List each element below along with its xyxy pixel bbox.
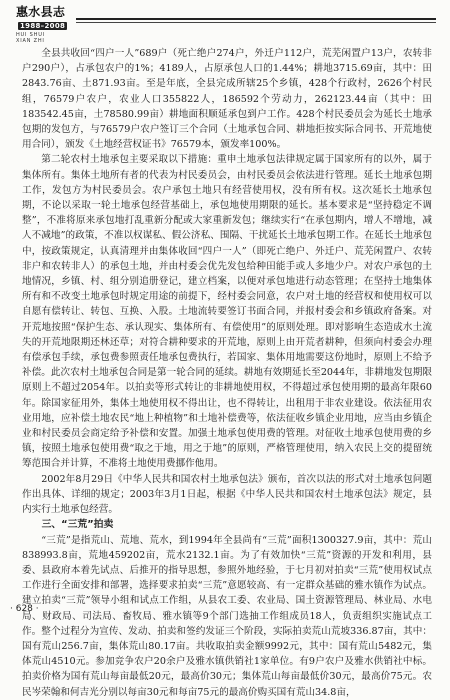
logo-title (16, 6, 74, 32)
paragraph-wasteland-auction: “三荒”是指荒山、荒地、荒水，到1994年全县尚有“三荒”面积1300327.9亩，其中：荒山838993.8亩，荒地459202亩，荒水2132.1亩。为了有效加快“三荒”资源的开发和利用，县委、县政府本着先试点、后推开的指导思想，参照外地经验，于七月初对拍卖“三荒”使用权试点工作进行全面安排和部署，选择要求拍卖“三荒”意愿较高、有一定群众基础的雅水镇作为试点。建立拍卖“三荒”领导小组和试点工作组，从县农工委、农业局、国土资源管理局、林业局、水电局、财政局、司法局、畜牧局、雅水镇等9个部门选抽工作组成员18人，负责组织实施试点工作。整个过程分为宣传、发动、拍卖和签约发证三个阶段，实际拍卖荒山荒坡336.87亩，其中：国有荒山256.7亩，集体荒山80.17亩。共收取拍卖金额9992元，其中：国有荒山5482元，集体荒山4510元。参加竞争农户20余户及雅水镇供销社1家单位。有9户农户及雅水供销社中标。拍卖价格为国有荒山每亩最低20元，最高价30元；集体荒山每亩最低价30元，最高价75元。农民岑荣翰和何吉光分别以每亩30元和每亩75元的最高价购买国有荒山34.8亩， (22, 534, 432, 698)
header-rule-thick (76, 18, 436, 20)
logo-stamp: 1988–2008 (20, 21, 66, 30)
logo-title-text: 惠水县志 (16, 5, 66, 19)
paragraph-second-round-measures: 第二轮农村土地承包主要采取以下措施：重申土地承包法律规定属于国家所有的以外，属于集体所有。集体土地所有者的代表为村民委员会，由村民委员会依法进行管理。延长土地承包期工作，发包方为村民委员会。农户承包土地只有经营使用权，没有所有权。这次延长土地承包期，不论以采取一轮土地承包经营基础上，承包地使用期限的延长。基本要求是“坚持稳定不调整”，不准将原来承包地打乱重新分配或大家重新发包；继续实行“在承包期内，增人不增地，减人不减地”的政策，不准以权谋私、假公济私、围隔、干扰延长土地承包期工作。在延长土地承包中，按政策规定，认真清理并由集体收回“四户一人”（即死亡绝户、外迁户、荒芜闲置户、农转非户和农转非人）的承包土地，并由村委会优先发包给种田能手或人多地少户。对农户承包的土地情况，乡镇、村、组分别追册登记，建立档案，以便对承包地进行动态管理；在坚持土地集体所有和不改变土地承包时规定用途的前提下，经村委会同意，农户对土地的经营权和使用权可以自愿有偿转让、转包、互换、入股。土地流转要签订书面合同，并报村委会和乡镇政府备案。对开荒地按照“保护生态、承认现实、集体所有、有偿使用”的原则处理。即对影响生态造成水土流失的开荒地限期还林还草；对符合耕种要求的开荒地，原则上由开荒者耕种，但须向村委会办理有偿承包手续，承包费参照责任地承包费执行，若国家、集体用地需要这份地时，原则上不给予补偿。此次农村土地承包合同是第一轮合同的延续。耕地有效期延长至2044年，非耕地发包期限原则上不超过2054年。以拍卖等形式转让的非耕地使用权，不得超过承包使用期的最高年限60年。除国家征用外，集体土地使用权不得出让，也不得转让，出租用于非农业建设。依法征用农业用地，应补偿土地农民“地上种植物”和土地补偿费等，依法征收乡镇企业用地，应当由乡镇企业和村民委员会商定给予补偿和安置。加强土地承包使用费的管理。对征收土地承包使用费的乡镇，按照土地承包使用费“取之于地，用之于地”的原则，严格管理使用，纳入农民上交的提留统筹范围合并计算，不准将土地使用费挪作他用。 (22, 154, 432, 470)
section-heading-three-wastelands: 三、“三荒”拍卖 (41, 519, 114, 531)
page-header (16, 6, 436, 50)
paragraph-household-reclaim: 全县共收回“四户一人”689户（死亡绝户274户，外迁户112户，荒芜闲置户13户，农转非户290户），占承包农户的1%；4189人，占原承包人口的1.44%；耕地3715.69亩，其中：田2843.76亩、土871.93亩。至是年底，全县完成所辖25个乡镇，428个行政村，2626个村民组，76579户农户，农业人口355822人，186592个劳动力，262123.44亩（其中：田183542.45亩，土78580.99亩）耕地面积顺延承包到户工作。428个村民委员会为延长土地承包期的发包方，与76579户农户签订三个合同（土地承包合同、耕地拒按实际合同书、开荒地使用合同），颁发《土地经营权证书》76579本，颁发率100%。 (22, 48, 432, 151)
header-rule-thin (76, 22, 436, 23)
page-number: · 628 · (10, 604, 39, 614)
paragraph-contract-law: 2002年8月29日《中华人民共和国农村土地承包法》颁布，首次以法的形式对土地承包问题作出具体、详细的规定；2003年3月1日起，根据《中华人民共和国农村土地承包法》规定，县内实行土地承包经营。 (22, 473, 432, 516)
logo-sub-line-2: XIAN ZHI (16, 38, 45, 44)
county-annals-logo (16, 5, 74, 44)
logo-sub-line-1: HUI SHUI (16, 32, 45, 38)
